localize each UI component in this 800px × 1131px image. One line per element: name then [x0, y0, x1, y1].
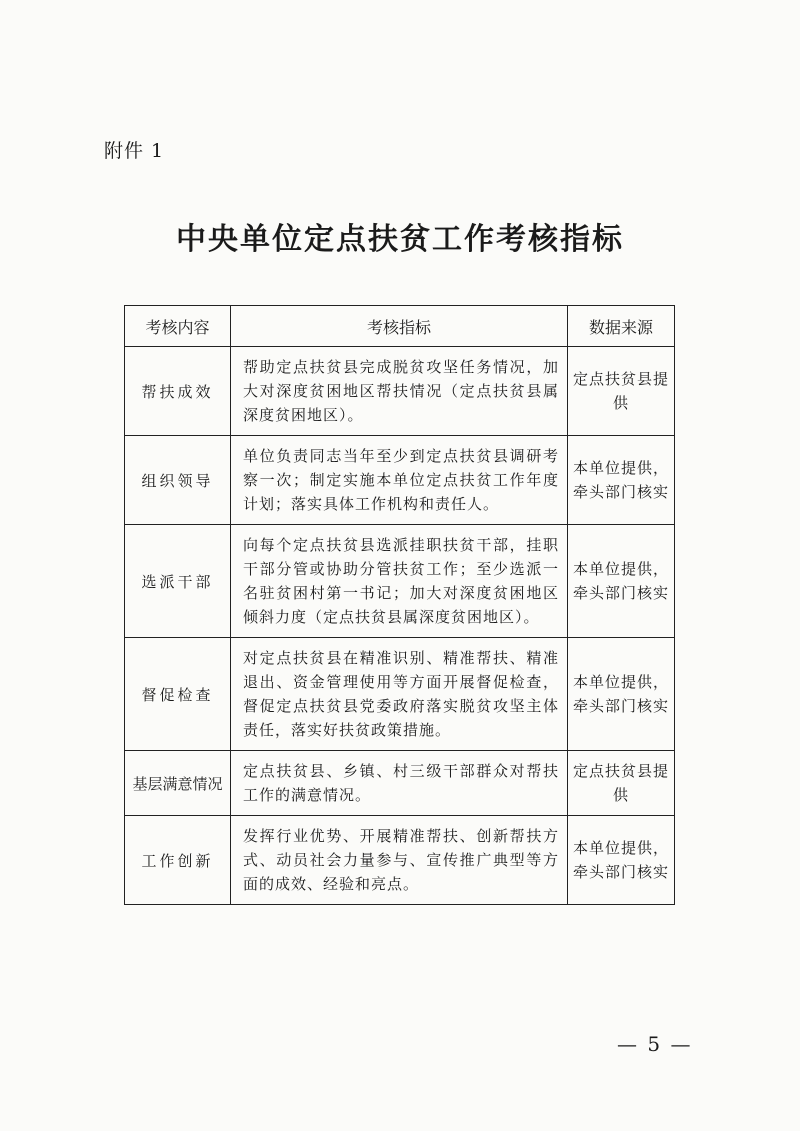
row-indicator: 帮助定点扶贫县完成脱贫攻坚任务情况，加大对深度贫困地区帮扶情况（定点扶贫县属深度贫困地区）。 [231, 347, 568, 436]
row-source: 本单位提供，牵头部门核实 [568, 638, 675, 751]
document-title: 中央单位定点扶贫工作考核指标 [176, 222, 624, 257]
header-assessment-content: 考核内容 [125, 306, 231, 347]
row-content: 督促检查 [125, 638, 231, 751]
row-source: 本单位提供，牵头部门核实 [568, 816, 675, 905]
table-header-row [125, 306, 675, 347]
row-source: 定点扶贫县提供 [568, 751, 675, 816]
row-source: 本单位提供，牵头部门核实 [568, 436, 675, 525]
attachment-label: 附件 1 [104, 140, 165, 162]
assessment-index-table [124, 305, 675, 905]
table-row [125, 816, 675, 905]
row-indicator: 单位负责同志当年至少到定点扶贫县调研考察一次；制定实施本单位定点扶贫工作年度计划；落实具体工作机构和责任人。 [231, 436, 568, 525]
row-source: 本单位提供，牵头部门核实 [568, 525, 675, 638]
row-content: 选派干部 [125, 525, 231, 638]
row-content: 基层满意情况 [125, 751, 231, 816]
row-content: 组织领导 [125, 436, 231, 525]
row-indicator: 对定点扶贫县在精准识别、精准帮扶、精准退出、资金管理使用等方面开展督促检查，督促定点扶贫县党委政府落实脱贫攻坚主体责任，落实好扶贫政策措施。 [231, 638, 568, 751]
page-number: — 5 — [617, 1032, 693, 1056]
row-indicator: 定点扶贫县、乡镇、村三级干部群众对帮扶工作的满意情况。 [231, 751, 568, 816]
table-row [125, 347, 675, 436]
table-row [125, 436, 675, 525]
table-row [125, 638, 675, 751]
table-row [125, 525, 675, 638]
header-data-source: 数据来源 [568, 306, 675, 347]
table-row [125, 751, 675, 816]
row-source: 定点扶贫县提供 [568, 347, 675, 436]
row-indicator: 发挥行业优势、开展精准帮扶、创新帮扶方式、动员社会力量参与、宣传推广典型等方面的成效、经验和亮点。 [231, 816, 568, 905]
row-content: 帮扶成效 [125, 347, 231, 436]
row-indicator: 向每个定点扶贫县选派挂职扶贫干部，挂职干部分管或协助分管扶贫工作；至少选派一名驻贫困村第一书记；加大对深度贫困地区倾斜力度（定点扶贫县属深度贫困地区）。 [231, 525, 568, 638]
row-content: 工作创新 [125, 816, 231, 905]
header-assessment-indicator: 考核指标 [231, 306, 568, 347]
